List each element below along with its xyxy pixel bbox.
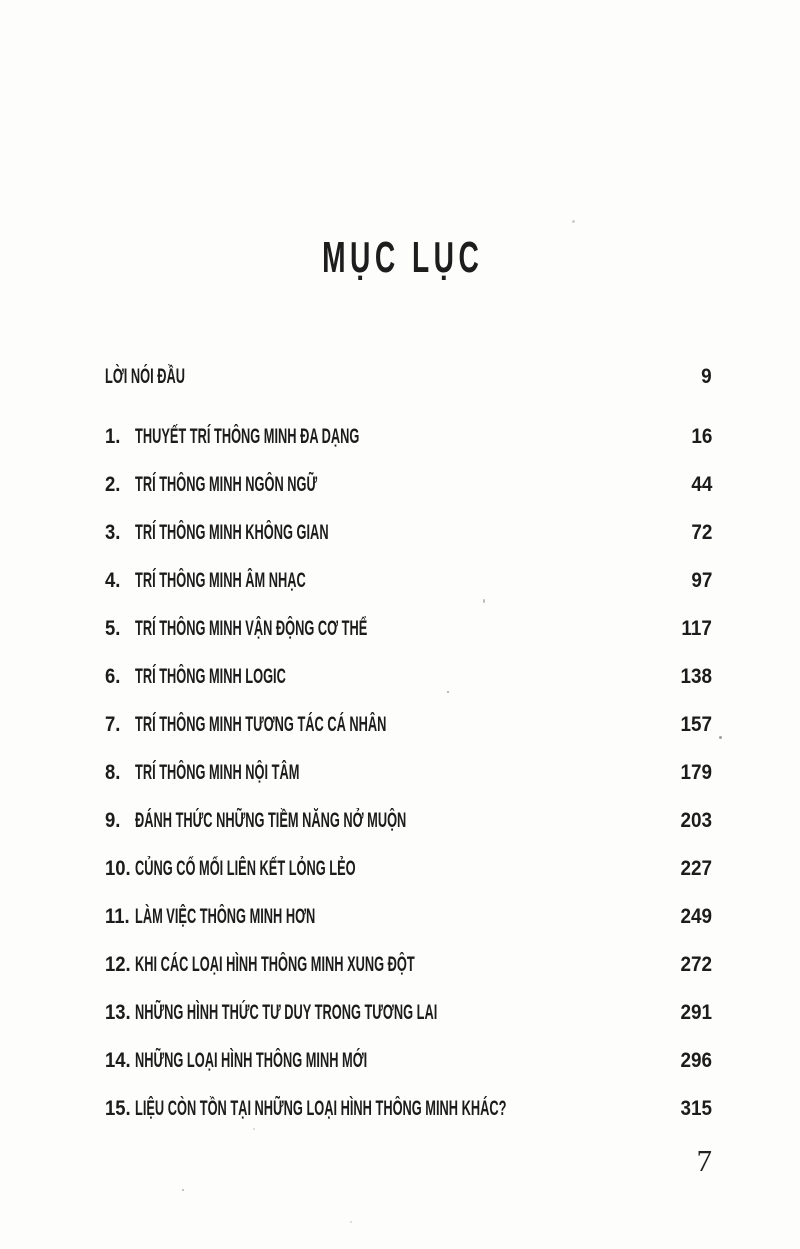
toc-entry-page: 97 (690, 569, 712, 592)
toc-entry-left (105, 618, 678, 640)
toc-entry-label: LỜI NÓI ĐẦU (105, 365, 185, 388)
toc-entry-number: 13. (105, 1001, 131, 1024)
toc-entry (105, 1050, 712, 1072)
toc-entry-label: CỦNG CỐ MỐI LIÊN KẾT LỎNG LẺO (135, 857, 356, 880)
toc-entry-label: ĐÁNH THỨC NHỮNG TIỀM NĂNG NỞ MUỘN (135, 809, 407, 832)
toc-entry-numbox (105, 954, 135, 976)
toc-entry-label: TRÍ THÔNG MINH NGÔN NGỮ (135, 473, 318, 496)
toc-entry-left (105, 1050, 677, 1072)
toc-entry-page: 179 (680, 761, 712, 784)
toc-entry-left (105, 954, 677, 976)
toc-entry-page: 296 (680, 1049, 712, 1072)
toc-entry-label: TRÍ THÔNG MINH NỘI TÂM (135, 761, 300, 784)
toc-entries (105, 426, 712, 1120)
toc-entry-numbox (105, 618, 135, 640)
page-number: 7 (696, 1143, 712, 1178)
toc-entry (105, 810, 712, 832)
toc-entry-number: 2. (105, 473, 121, 496)
toc-entry-numbox (105, 714, 135, 736)
toc-entry-page: 249 (680, 905, 712, 928)
toc-entry-left (105, 570, 689, 592)
toc-entry-number: 6. (105, 665, 121, 688)
toc-entry-numbox (105, 906, 135, 928)
toc-entry-numbox (105, 858, 135, 880)
toc-entry-numbox (105, 1002, 135, 1024)
toc-entry-numbox (105, 426, 135, 448)
scan-speck (719, 736, 722, 739)
toc-entry-left (105, 1002, 677, 1024)
toc-entry-left (105, 474, 689, 496)
toc-entry (105, 714, 712, 736)
toc-entry (105, 1098, 712, 1120)
toc-entry-left (105, 1098, 677, 1120)
page-title (0, 233, 800, 282)
toc-entry-numbox (105, 1050, 135, 1072)
toc-entry-page: 157 (680, 713, 712, 736)
toc-entry-number: 4. (105, 569, 121, 592)
toc-entry-numbox (105, 666, 135, 688)
toc-entry (105, 522, 712, 544)
toc-entry-left (105, 858, 677, 880)
toc-entry-numbox (105, 570, 135, 592)
toc-entry-label: TRÍ THÔNG MINH LOGIC (135, 665, 286, 688)
toc-entry-label: TRÍ THÔNG MINH ÂM NHẠC (135, 569, 306, 592)
toc-entry-left (105, 810, 677, 832)
toc-entry-label: TRÍ THÔNG MINH KHÔNG GIAN (135, 521, 329, 544)
toc-entry-label: NHỮNG LOẠI HÌNH THÔNG MINH MỚI (135, 1049, 368, 1072)
toc-entry (105, 906, 712, 928)
scan-speck (350, 1221, 352, 1223)
toc-entry-label: THUYẾT TRÍ THÔNG MINH ĐA DẠNG (135, 425, 360, 448)
toc-entry (105, 474, 712, 496)
toc-entry-left (105, 366, 700, 388)
toc-entry-number: 11. (105, 905, 130, 928)
toc-entry-numbox (105, 1098, 135, 1120)
toc-entry-page: 72 (690, 521, 712, 544)
toc-entry-left (105, 426, 689, 448)
toc-entry (105, 858, 712, 880)
toc-entry-left (105, 666, 677, 688)
toc-entry-page: 9 (701, 365, 712, 388)
toc-entry-number: 3. (105, 521, 121, 544)
toc-entry-label: LIỆU CÒN TỒN TẠI NHỮNG LOẠI HÌNH THÔNG MINH KHÁC? (135, 1097, 507, 1120)
scan-speck (572, 220, 575, 223)
toc-entry-page: 315 (680, 1097, 712, 1120)
toc-entry-number: 7. (105, 713, 121, 736)
toc-entry (105, 954, 712, 976)
toc-entry-number: 10. (105, 857, 131, 880)
toc-entry (105, 666, 712, 688)
toc-entry-number: 14. (105, 1049, 131, 1072)
toc-entry-left (105, 906, 677, 928)
toc-entry-page: 138 (680, 665, 712, 688)
page-title-text: MỤC LỤC (321, 233, 483, 282)
toc-entry (105, 570, 712, 592)
toc-entry-label: LÀM VIỆC THÔNG MINH HƠN (135, 905, 316, 928)
toc-entry-label: TRÍ THÔNG MINH VẬN ĐỘNG CƠ THỂ (135, 617, 368, 640)
toc-entry-numbox (105, 810, 135, 832)
toc-entry-page: 117 (681, 617, 712, 640)
toc-entry-left (105, 762, 677, 784)
scan-speck (182, 1189, 184, 1191)
toc-entry-left (105, 714, 677, 736)
toc-entry-page: 227 (680, 857, 712, 880)
toc-entry-numbox (105, 474, 135, 496)
toc-entry-number: 15. (105, 1097, 131, 1120)
table-of-contents (105, 366, 712, 1120)
toc-entry-page: 16 (690, 425, 712, 448)
toc-entry-label: KHI CÁC LOẠI HÌNH THÔNG MINH XUNG ĐỘT (135, 953, 415, 976)
scan-speck (253, 1128, 255, 1130)
toc-entry-numbox (105, 762, 135, 784)
toc-entry-page: 291 (680, 1001, 712, 1024)
toc-entry (105, 1002, 712, 1024)
toc-entry (105, 762, 712, 784)
toc-entry-number: 1. (105, 425, 121, 448)
toc-entry-number: 9. (105, 809, 121, 832)
toc-entry-page: 272 (680, 953, 712, 976)
toc-entry-number: 12. (105, 953, 131, 976)
toc-entry-preface (105, 366, 712, 388)
toc-entry-label: NHỮNG HÌNH THỨC TƯ DUY TRONG TƯƠNG LAI (135, 1001, 438, 1024)
toc-entry (105, 618, 712, 640)
toc-entry-label: TRÍ THÔNG MINH TƯƠNG TÁC CÁ NHÂN (135, 713, 387, 736)
toc-entry-numbox (105, 522, 135, 544)
toc-entry-page: 44 (690, 473, 712, 496)
toc-entry (105, 426, 712, 448)
toc-entry-page: 203 (680, 809, 712, 832)
toc-entry-left (105, 522, 689, 544)
toc-entry-number: 8. (105, 761, 121, 784)
toc-entry-number: 5. (105, 617, 121, 640)
